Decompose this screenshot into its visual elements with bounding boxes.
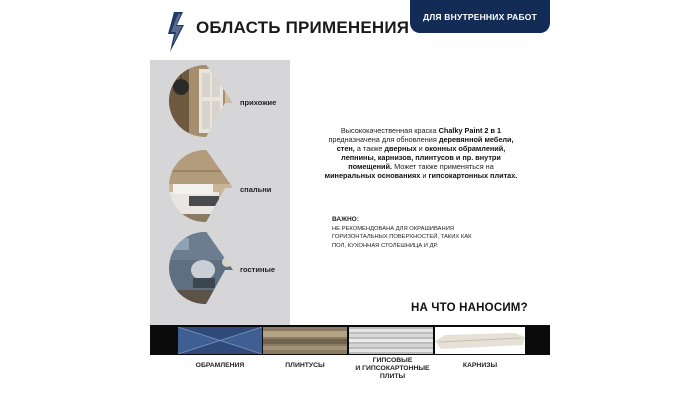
room-frame-bedroom xyxy=(205,148,245,224)
product-description xyxy=(322,126,520,180)
sample-label-baseboards: ПЛИНТУСЫ xyxy=(285,362,325,369)
sample-image-cornices xyxy=(435,327,525,354)
sample-image-plasterboards xyxy=(349,327,433,354)
important-note xyxy=(332,216,522,250)
description-highlight-5: гипсокартонных плитах. xyxy=(428,171,518,180)
interior-works-badge: ДЛЯ ВНУТРЕННИХ РАБОТ xyxy=(410,0,550,33)
room-label-hallway: прихожие xyxy=(240,98,277,107)
room-frame-hallway xyxy=(205,63,245,139)
note-line: ГОРИЗОНТАЛЬНЫХ ПОВЕРХНОСТЕЙ, ТАКИХ КАК xyxy=(332,234,472,241)
sample-image-baseboards xyxy=(263,327,347,354)
page-title: ОБЛАСТЬ ПРИМЕНЕНИЯ xyxy=(196,18,410,37)
room-label-living-room: гостиные xyxy=(240,265,276,274)
description-highlight-4: минеральных основаниях xyxy=(324,171,421,180)
description-highlight-3: оконных обрамлений, лепнины, карнизов, плинтусов и пр. внутри помещений. xyxy=(341,144,506,171)
sample-label-frames: ОБРАМЛЕНИЯ xyxy=(195,362,245,369)
note-title: ВАЖНО: xyxy=(332,216,359,223)
sample-label-cornices: КАРНИЗЫ xyxy=(462,362,498,369)
description-text-4: и xyxy=(416,144,425,153)
sample-label-plasterboards xyxy=(345,357,440,381)
description-product-name: Chalky Paint 2 в 1 xyxy=(438,126,502,135)
description-highlight-2: дверных xyxy=(384,144,417,153)
sample-label-line: ПЛИТЫ xyxy=(379,373,406,380)
description-text-2: предназначена для обновления xyxy=(328,135,439,144)
note-line: ПОЛ, КУХОННАЯ СТОЛЕШНИЦА И ДР. xyxy=(332,242,438,249)
sample-label-line: ГИПСОВЫЕ xyxy=(372,357,413,364)
description-highlight-1: деревянной мебели, стен, xyxy=(336,135,514,153)
sample-image-frames xyxy=(178,327,262,354)
apply-section-title: НА ЧТО НАНОСИМ? xyxy=(411,302,528,314)
note-line: НЕ РЕКОМЕНДОВАНА ДЛЯ ОКРАШИВАНИЯ xyxy=(332,225,455,232)
description-text-3: а также xyxy=(354,144,385,153)
room-frame-living-room xyxy=(205,230,245,306)
sample-label-line: И ГИПСОКАРТОННЫЕ xyxy=(355,365,430,372)
description-text-6: и xyxy=(420,171,429,180)
description-text-5: Может также применяться на xyxy=(392,162,494,171)
room-label-bedroom: спальни xyxy=(240,185,272,194)
description-text-1: Высококачественная краска xyxy=(340,126,439,135)
lightning-icon xyxy=(165,12,187,52)
